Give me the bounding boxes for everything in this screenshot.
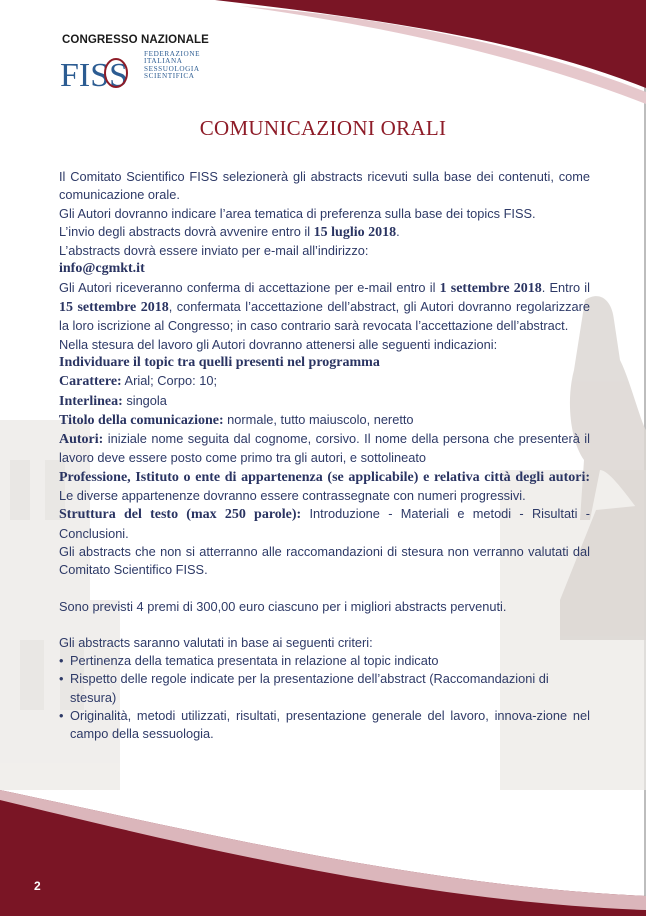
paragraph-non-compliance: Gli abstracts che non si atterranno alle raccomandazioni di stesura non verranno valutati dal Comitato Scientifico FISS. xyxy=(59,543,590,578)
guideline-title: Titolo della comunicazione: normale, tutto maiuscolo, neretto xyxy=(59,411,414,428)
logo-mark-text: FISS xyxy=(60,57,129,94)
footer-decoration-swoosh xyxy=(0,790,646,916)
bullet-icon: • xyxy=(59,708,64,724)
guideline-line-spacing: Interlinea: singola xyxy=(59,392,167,409)
guideline-topic: Individuare il topic tra quelli presenti nel programma xyxy=(59,354,380,370)
acceptance-date: 1 settembre 2018 xyxy=(439,280,542,296)
fiss-logo-mark xyxy=(60,48,140,94)
paragraph-criteria-intro: Gli abstracts saranno valutati in base ai seguenti criteri: xyxy=(59,634,373,650)
page-title: COMUNICAZIONI ORALI xyxy=(199,116,447,140)
guideline-affiliation: Professione, Istituto o ente di appartenenza (se applicabile) e relativa città degli autori: Le diverse appartenenze dovranno essere contrassegnate con numeri progressivi. xyxy=(59,469,590,504)
contact-email-link[interactable]: info@cgmkt.it xyxy=(59,261,145,277)
paragraph-deadline: L’invio degli abstracts dovrà avvenire entro il 15 luglio 2018. xyxy=(59,223,400,240)
bullet-icon: • xyxy=(59,671,64,687)
guideline-authors: Autori: iniziale nome seguita dal cognome, corsivo. Il nome della persona che presenterà il lavoro deve essere posto come primo tra gli autori, e sottolineato xyxy=(59,431,590,466)
logo-congress-label: CONGRESSO NAZIONALE xyxy=(62,34,209,46)
page-number: 2 xyxy=(34,879,41,893)
paragraph-selection: Il Comitato Scientifico FISS selezionerà gli abstracts ricevuti sulla base dei contenuti, come comunicazione orale. xyxy=(59,169,590,203)
body-text xyxy=(59,168,590,744)
paragraph-email-instruction: L’abstracts dovrà essere inviato per e-mail all’indirizzo: xyxy=(59,243,369,259)
guideline-structure: Struttura del testo (max 250 parole): Introduzione - Materiali e metodi - Risultati - Conclusioni. xyxy=(59,506,590,541)
logo-subtitle: FEDERAZIONE ITALIANA SESSUOLOGIA SCIENTIFICA xyxy=(144,50,201,81)
registration-date: 15 settembre 2018 xyxy=(59,300,169,316)
criteria-item: • Rispetto delle regole indicate per la presentazione dell’abstract (Raccomandazioni di stesura) xyxy=(59,670,590,707)
paragraph-guidelines-intro: Nella stesura del lavoro gli Autori dovranno attenersi alle seguenti indicazioni: xyxy=(59,336,498,352)
paragraph-prizes: Sono previsti 4 premi di 300,00 euro ciascuno per i migliori abstracts pervenuti. xyxy=(59,598,507,614)
fiss-logo xyxy=(60,34,220,94)
criteria-item: • Originalità, metodi utilizzati, risultati, presentazione generale del lavoro, innova-zione nel campo della sessuologia. xyxy=(59,707,590,744)
criteria-item: • Pertinenza della tematica presentata in relazione al topic indicato xyxy=(59,652,590,670)
paragraph-topic-area: Gli Autori dovranno indicare l’area tematica di preferenza sulla base dei topics FISS. xyxy=(59,205,536,221)
deadline-date: 15 luglio 2018 xyxy=(313,224,397,240)
paragraph-acceptance: Gli Autori riceveranno conferma di accettazione per e-mail entro il 1 settembre 2018. Entro il 15 settembre 2018, confermata l’accettazione dell’abstract, gli Autori dovranno regolarizzare la loro iscrizione al Congresso; in caso contrario sarà revocata l’accettazione dell’abstract. xyxy=(59,279,590,334)
bullet-icon: • xyxy=(59,653,64,669)
guideline-font: Carattere: Arial; Corpo: 10; xyxy=(59,373,218,390)
